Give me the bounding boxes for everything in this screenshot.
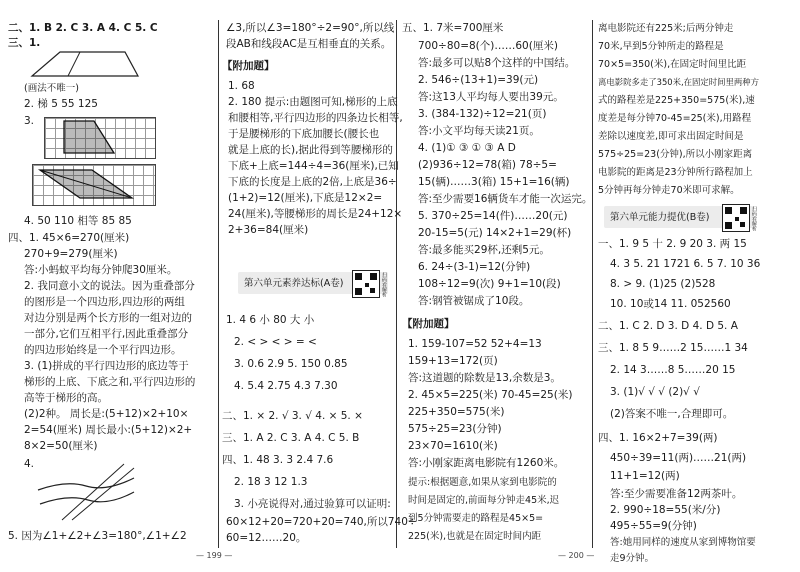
answer-line: 答:这13人平均每人要出39元。 xyxy=(418,91,564,103)
answer-line: 三、1. xyxy=(8,37,41,49)
answer-line: 梯形的上底、下底之和,平行四边形的 xyxy=(24,376,196,388)
answer-line: 度差是每分钟70-45=25(米),用路程 xyxy=(598,113,752,124)
answer-line: 2+36=84(厘米) xyxy=(228,224,309,236)
answer-line: 10. 10或14 11. 052560 xyxy=(610,298,731,310)
answer-line: 走9分钟。 xyxy=(610,553,655,564)
answer-line: 的四边形始终是一个平行四边形。 xyxy=(24,344,182,356)
trapezoid-figure xyxy=(30,50,140,78)
answer-line: 8. > 9. (1)25 (2)528 xyxy=(610,278,716,290)
answer-line: 495÷55=9(分钟) xyxy=(610,520,697,532)
answer-line: 24(厘米),等腰梯形的周长是24+12× xyxy=(228,208,403,220)
answer-line: 离电影院还有225米;后两分钟走 xyxy=(598,23,734,34)
answer-line: 3. (384-132)÷12=21(页) xyxy=(418,108,547,120)
answer-line: 二、1. B 2. C 3. A 4. C 5. C xyxy=(8,22,158,34)
answer-line: 2. < > < > = < xyxy=(234,336,317,348)
answer-line: 对边分别是两个长方形的一组对边的 xyxy=(24,312,192,324)
answer-line: 离电影院多走了350米,在固定时间里两种方 xyxy=(598,77,760,87)
answer-line: 式的路程差是225+350=575(米),速 xyxy=(598,95,755,106)
answer-line: 4. xyxy=(24,458,35,470)
answer-line: 3. (1)√ √ √ (2)√ √ xyxy=(610,386,700,398)
answer-line: 11+1=12(两) xyxy=(610,470,680,482)
answer-line: 段AB和线段AC是互相垂直的关系。 xyxy=(226,38,392,50)
answer-line: 1. 4 6 小 80 大 小 xyxy=(226,314,315,326)
answer-line: 2. 梯 5 55 125 xyxy=(24,98,98,110)
section-heading: 【附加题】 xyxy=(402,318,455,330)
answer-line: (2)936÷12=78(箱) 78÷5= xyxy=(418,159,557,171)
answer-line: 159+13=172(页) xyxy=(408,355,498,367)
answer-line: (1+2)=12(厘米),下底是12×2= xyxy=(228,192,383,204)
answer-line: (2)2种。 周长是:(5+12)×2+10× xyxy=(24,408,189,420)
answer-line: 2. 546÷(13+1)=39(元) xyxy=(418,74,539,86)
answer-line: 15(辆)……3(箱) 15+1=16(辆) xyxy=(418,176,570,188)
answer-line: 1. 68 xyxy=(228,80,255,92)
qr-caption: 扫码看解析 xyxy=(381,272,387,297)
answer-line: 四、1. 45×6=270(厘米) xyxy=(8,232,130,244)
answer-line: 60=12……20。 xyxy=(226,532,307,544)
answer-line: 答:这道题的除数是13,余数是3。 xyxy=(408,372,561,384)
answer-line: 答:最多可以贴8个这样的中国结。 xyxy=(418,57,576,69)
answer-line: 3. 小亮说得对,通过验算可以证明: xyxy=(234,498,391,510)
answer-line: 108÷12=9(次) 9+1=10(段) xyxy=(418,278,561,290)
river-line-figure xyxy=(36,460,136,524)
answer-line: 高等于梯形的高。 xyxy=(24,392,108,404)
answer-line: 答:她用同样的速度从家到博物馆要 xyxy=(610,537,756,548)
page-number-right: — 200 — xyxy=(558,551,595,560)
answer-line: 一部分,它们互相平行,因此重叠部分 xyxy=(24,328,189,340)
column-divider-3 xyxy=(592,20,593,548)
answer-line: 就是上底的长),据此得到等腰梯形的 xyxy=(228,144,393,156)
answer-line: 70×5=350(米),在固定时间里比距 xyxy=(598,59,747,70)
answer-line: 575÷25=23(分钟),所以小刚家距离 xyxy=(598,149,753,160)
answer-line: 1. 159-107=52 52+4=13 xyxy=(408,338,542,350)
answer-line: 270+9=279(厘米) xyxy=(24,248,118,260)
answer-line: 下底+上底=144÷4=36(厘米),已知 xyxy=(228,160,399,172)
answer-line: 2=54(厘米) 周长最小:(5+12)×2+ xyxy=(24,424,193,436)
answer-line: 二、1. C 2. D 3. D 4. D 5. A xyxy=(598,320,738,332)
section-heading: 【附加题】 xyxy=(222,60,275,72)
answer-line: 2. 990÷18=55(米/分) xyxy=(610,504,721,516)
answer-line: 3. (1)拼成的平行四边形的底边等于 xyxy=(24,360,189,372)
section-title: 第六单元能力提优(B卷) xyxy=(610,212,710,223)
answer-line: 450÷39=11(两)……21(两) xyxy=(610,452,747,464)
qr-code-icon[interactable] xyxy=(352,270,380,298)
column-divider-1 xyxy=(218,20,219,548)
answer-line: 于是腰梯形的下底加腰长(腰长也 xyxy=(228,128,380,140)
answer-line: 下底的长度是上底的2倍,上底是36÷ xyxy=(228,176,397,188)
answer-line: 的图形是一个四边形,四边形的两组 xyxy=(24,296,185,308)
answer-line: 差除以速度差,即可求出固定时间是 xyxy=(598,131,744,142)
answer-line: 答:小文平均每天读21页。 xyxy=(418,125,540,137)
qr-caption: 扫码看解析 xyxy=(751,206,757,231)
answer-line: 3. xyxy=(24,115,35,127)
answer-line: 700÷80=8(个)……60(厘米) xyxy=(418,40,558,52)
answer-line: 到5分钟需要走的路程是45×5= xyxy=(408,513,544,524)
answer-line: 电影院的距离是23分钟所行路程加上 xyxy=(598,167,753,178)
answer-line: 2. 18 3 12 1.3 xyxy=(234,476,308,488)
answer-line: 5分钟再每分钟走70米即可求解。 xyxy=(598,185,740,196)
answer-line: ∠3,所以∠3=180°÷2=90°,所以线 xyxy=(226,22,395,34)
answer-line: 答:至少需要16辆货车才能一次运完。 xyxy=(418,193,593,205)
parallelogram-on-grid xyxy=(32,164,154,204)
answer-line: (画法不唯一) xyxy=(24,83,79,94)
answer-line: 225+350=575(米) xyxy=(408,406,505,418)
answer-line: 2. 180 提示:由题图可知,梯形的上底 xyxy=(228,96,398,108)
answer-line: 四、1. 16×2+7=39(两) xyxy=(598,432,718,444)
answer-line: 三、1. A 2. C 3. A 4. C 5. B xyxy=(222,432,360,444)
answer-line: 答:钢管被锯成了10段。 xyxy=(418,295,530,307)
answer-line: 提示:根据题意,如果从家到电影院的 xyxy=(408,477,557,488)
answer-line: 23×70=1610(米) xyxy=(408,440,498,452)
answer-line: (2)答案不唯一,合理即可。 xyxy=(610,408,734,420)
answer-line: 3. 0.6 2.9 5. 150 0.85 xyxy=(234,358,348,370)
answer-line: 五、1. 7米=700厘米 xyxy=(402,22,504,34)
answer-line: 2. 14 3……8 5……20 15 xyxy=(610,364,736,376)
trapezoid-on-grid xyxy=(44,117,154,157)
answer-line: 一、1. 9 5 十 2. 9 20 3. 两 15 xyxy=(598,238,747,250)
answer-line: 5. 370÷25=14(件)……20(元) xyxy=(418,210,568,222)
answer-line: 4. 50 110 相等 85 85 xyxy=(24,215,132,227)
answer-line: 70米,早到5分钟所走的路程是 xyxy=(598,41,724,52)
answer-line: 2. 我同意小文的说法。因为重叠部分 xyxy=(24,280,195,292)
answer-line: 答:小蚂蚁平均每分钟爬30厘米。 xyxy=(24,264,178,276)
answer-line: 4. 5.4 2.75 4.3 7.30 xyxy=(234,380,338,392)
answer-line: 四、1. 48 3. 3 2.4 7.6 xyxy=(222,454,334,466)
answer-line: 60×12+20=720+20=740,所以740÷ xyxy=(226,516,417,528)
answer-line: 225(米),也就是在固定时间内距 xyxy=(408,531,542,542)
answer-line: 答:至少需要准备12两茶叶。 xyxy=(610,488,743,500)
answer-line: 5. 因为∠1+∠2+∠3=180°,∠1+∠2 xyxy=(8,530,187,542)
answer-line: 4. (1)① ③ ① ③ A D xyxy=(418,142,516,154)
answer-line: 三、1. 8 5 9……2 15……1 34 xyxy=(598,342,748,354)
answer-line: 答:小刚家距离电影院有1260米。 xyxy=(408,457,565,469)
answer-line: 20-15=5(元) 14×2+1=29(杯) xyxy=(418,227,572,239)
answer-line: 2. 45×5=225(米) 70-45=25(米) xyxy=(408,389,573,401)
answer-line: 时间是固定的,前面每分钟走45米,迟 xyxy=(408,495,560,506)
qr-code-icon[interactable] xyxy=(722,204,750,232)
answer-line: 和腰相等,平行四边形的四条边长相等, xyxy=(228,112,403,124)
answer-line: 二、1. × 2. √ 3. √ 4. × 5. × xyxy=(222,410,363,422)
section-title: 第六单元素养达标(A卷) xyxy=(244,278,344,289)
answer-line: 答:最多能买29杯,还剩5元。 xyxy=(418,244,550,256)
page-number-left: — 199 — xyxy=(196,551,233,560)
answer-line: 4. 3 5. 21 1721 6. 5 7. 10 36 xyxy=(610,258,761,270)
answer-line: 6. 24÷(3-1)=12(分钟) xyxy=(418,261,531,273)
answer-line: 8×2=50(厘米) xyxy=(24,440,98,452)
answer-line: 575÷25=23(分钟) xyxy=(408,423,502,435)
